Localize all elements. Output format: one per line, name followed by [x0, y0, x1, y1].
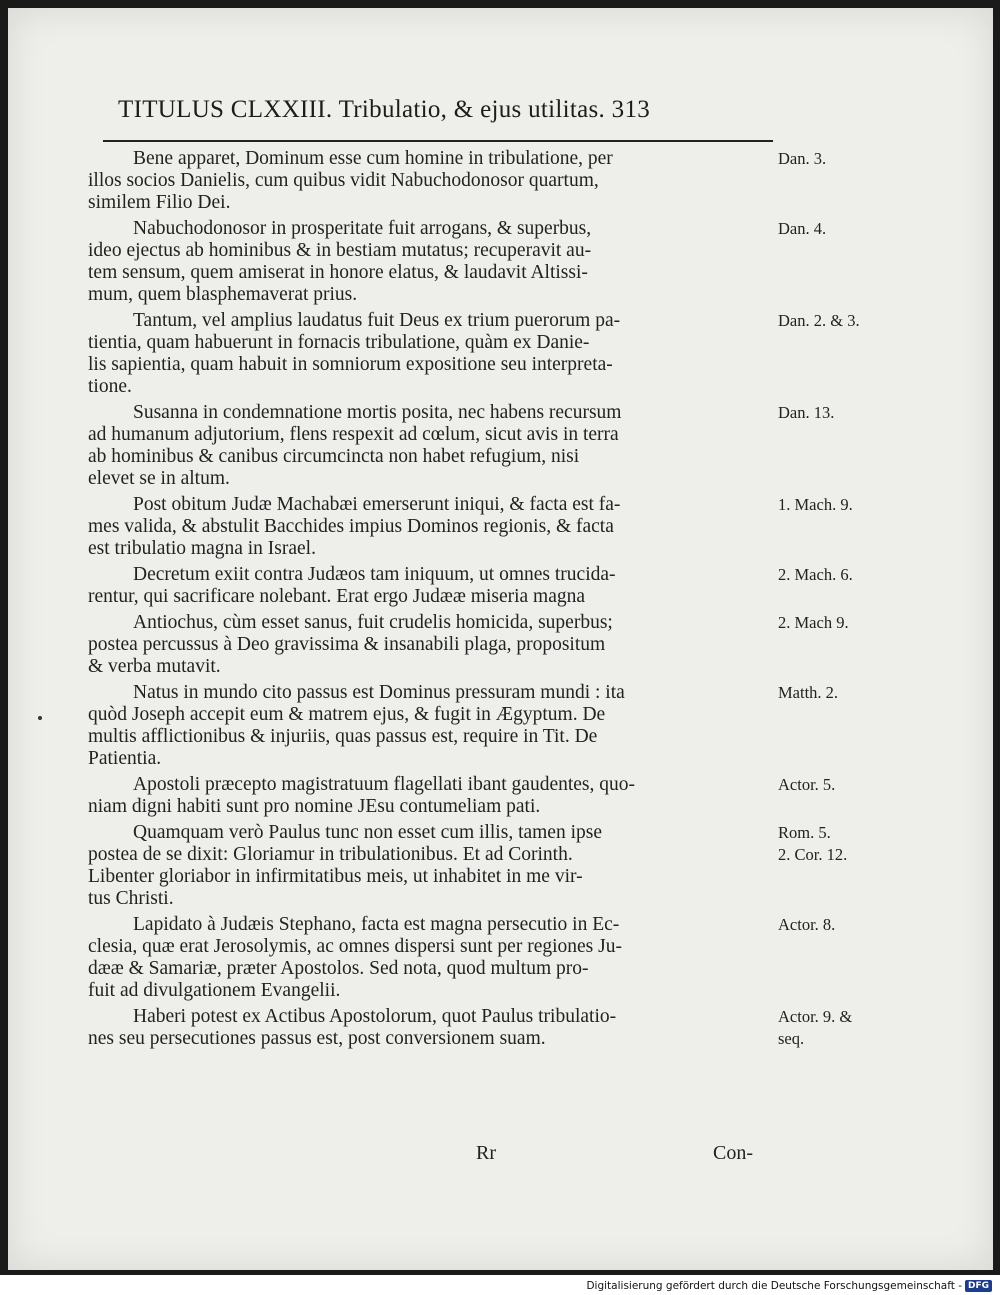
footer-text: Digitalisierung gefördert durch die Deutsche Forschungsgemeinschaft -: [586, 1280, 962, 1292]
text-paragraph: [88, 914, 836, 1002]
margin-reference-line: Rom. 5.: [778, 823, 831, 842]
text-line: Nabuchodonosor in prosperitate fuit arrogans, & superbus,: [133, 218, 592, 239]
text-line: Natus in mundo cito passus est Dominus pressuram mundi : ita: [133, 682, 625, 703]
text-paragraph: [88, 310, 860, 398]
margin-reference: [778, 914, 898, 936]
margin-reference: [778, 218, 898, 240]
text-line: similem Filio Dei.: [88, 192, 231, 213]
margin-reference: [778, 564, 898, 586]
margin-reference: [778, 1006, 898, 1050]
margin-reference-line: Dan. 13.: [778, 403, 835, 422]
signature-mark: Rr: [476, 1142, 496, 1164]
text-line: nes seu persecutiones passus est, post conversionem suam.: [88, 1028, 546, 1049]
text-line: Bene apparet, Dominum esse cum homine in tribulatione, per: [133, 148, 613, 169]
text-line: quòd Joseph accepit eum & matrem ejus, & fugit in Ægyptum. De: [88, 704, 606, 725]
margin-reference: [778, 494, 898, 516]
margin-reference: [778, 822, 898, 866]
margin-reference: [778, 148, 898, 170]
margin-reference: [778, 310, 898, 332]
margin-reference-line: 1. Mach. 9.: [778, 495, 853, 514]
book-page: [8, 8, 993, 1270]
margin-reference-line: Dan. 3.: [778, 149, 827, 168]
text-line: Susanna in condemnatione mortis posita, nec habens recursum: [133, 402, 622, 423]
text-line: clesia, quæ erat Jerosolymis, ac omnes dispersi sunt per regiones Ju-: [88, 936, 622, 957]
text-line: illos socios Danielis, cum quibus vidit Nabuchodonosor quartum,: [88, 170, 599, 191]
text-line: mes valida, & abstulit Bacchides impius Dominos regionis, & facta: [88, 516, 614, 537]
margin-reference-line: 2. Mach 9.: [778, 613, 849, 632]
text-line: postea de se dixit: Gloriamur in tribulationibus. Et ad Corinth.: [88, 844, 573, 865]
text-line: est tribulatio magna in Israel.: [88, 538, 316, 559]
catchword: Con-: [713, 1142, 753, 1164]
footer-credit: [586, 1280, 992, 1292]
text-line: dææ & Samariæ, præter Apostolos. Sed nota, quod multum pro-: [88, 958, 589, 979]
text-line: niam digni habiti sunt pro nomine JEsu contumeliam pati.: [88, 796, 541, 817]
text-line: mum, quem blasphemaverat prius.: [88, 284, 358, 305]
text-line: tientia, quam habuerunt in fornacis tribulatione, quàm ex Danie-: [88, 332, 590, 353]
margin-reference-line: 2. Mach. 6.: [778, 565, 853, 584]
text-line: ab hominibus & canibus circumcincta non habet refugium, nisi: [88, 446, 580, 467]
text-line: Libenter gloriabor in infirmitatibus meis, ut inhabitet in me vir-: [88, 866, 583, 887]
text-line: fuit ad divulgationem Evangelii.: [88, 980, 341, 1001]
text-line: & verba mutavit.: [88, 656, 221, 677]
dfg-logo-icon: DFG: [965, 1280, 992, 1292]
text-line: Decretum exiit contra Judæos tam iniquum, ut omnes trucida-: [133, 564, 616, 585]
text-line: ad humanum adjutorium, flens respexit ad cœlum, sicut avis in terra: [88, 424, 619, 445]
margin-reference-line: Actor. 9. &: [778, 1007, 853, 1026]
text-line: Antiochus, cùm esset sanus, fuit crudelis homicida, superbus;: [133, 612, 613, 633]
margin-reference-line: Dan. 2. & 3.: [778, 311, 860, 330]
text-line: postea percussus à Deo gravissima & insanabili plaga, propositum: [88, 634, 606, 655]
text-line: Tantum, vel amplius laudatus fuit Deus ex trium puerorum pa-: [133, 310, 621, 331]
text-paragraph: [88, 402, 835, 490]
text-line: tem sensum, quem amiserat in honore elatus, & laudavit Altissi-: [88, 262, 588, 283]
text-line: Quamquam verò Paulus tunc non esset cum illis, tamen ipse: [133, 822, 602, 843]
text-line: Lapidato à Judæis Stephano, facta est magna persecutio in Ec-: [133, 914, 620, 935]
margin-reference-line: Dan. 4.: [778, 219, 827, 238]
text-line: Haberi potest ex Actibus Apostolorum, quot Paulus tribulatio-: [133, 1006, 617, 1027]
running-head: TITULUS CLXXIII. Tribulatio, & ejus utilitas. 313: [118, 96, 651, 123]
entries-body: [88, 148, 860, 1054]
text-paragraph: [88, 148, 827, 214]
text-line: rentur, qui sacrificare nolebant. Erat ergo Judææ miseria magna: [88, 586, 586, 607]
text-paragraph: [88, 494, 853, 560]
text-line: multis afflictionibus & injuriis, quas passus est, require in Tit. De: [88, 726, 598, 747]
margin-reference-line: Actor. 8.: [778, 915, 836, 934]
text-line: lis sapientia, quam habuit in somniorum expositione seu interpreta-: [88, 354, 613, 375]
margin-reference: [778, 612, 898, 634]
text-line: Apostoli præcepto magistratuum flagellati ibant gaudentes, quo-: [133, 774, 636, 795]
header-rule: [103, 140, 773, 142]
margin-reference-line: 2. Cor. 12.: [778, 845, 848, 864]
text-paragraph: [88, 682, 839, 770]
text-paragraph: [88, 822, 848, 910]
margin-reference: [778, 774, 898, 796]
text-paragraph: [88, 774, 836, 818]
margin-reference: [778, 682, 898, 704]
margin-reference-line: Actor. 5.: [778, 775, 836, 794]
ink-spot: [38, 716, 42, 720]
text-line: tione.: [88, 376, 132, 397]
margin-reference-line: seq.: [778, 1029, 805, 1048]
margin-reference-line: Matth. 2.: [778, 683, 839, 702]
text-line: tus Christi.: [88, 888, 174, 909]
text-line: Post obitum Judæ Machabæi emerserunt iniqui, & facta est fa-: [133, 494, 621, 515]
text-paragraph: [88, 612, 849, 678]
text-paragraph: [88, 564, 853, 608]
margin-reference: [778, 402, 898, 424]
text-paragraph: [88, 218, 827, 306]
text-line: Patientia.: [88, 748, 162, 769]
text-line: elevet se in altum.: [88, 468, 230, 489]
text-line: ideo ejectus ab hominibus & in bestiam mutatus; recuperavit au-: [88, 240, 592, 261]
text-paragraph: [88, 1006, 853, 1050]
